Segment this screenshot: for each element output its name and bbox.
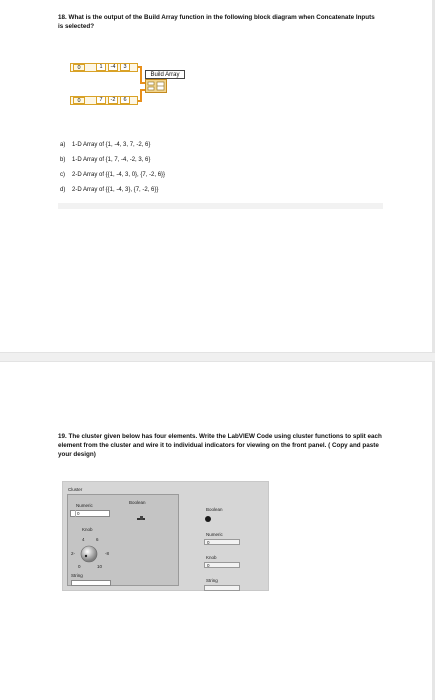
- build-array-node: [145, 79, 167, 93]
- option-b[interactable]: [60, 157, 150, 163]
- boolean-indicator-label: Boolean: [206, 507, 223, 512]
- wire: [140, 66, 142, 83]
- cluster-label: Cluster: [68, 487, 83, 492]
- question-18-text: 18. What is the output of the Build Array function in the following block diagram when Concatenate Inputs is selected?: [58, 14, 375, 30]
- array-2-index: 0: [73, 97, 85, 104]
- boolean-led-indicator: [205, 516, 211, 522]
- string-indicator-label: String: [206, 578, 218, 583]
- option-label: d): [60, 187, 66, 193]
- array-1-cell: -4: [108, 63, 118, 71]
- option-a[interactable]: [60, 142, 150, 148]
- question-19-text: 19. The cluster given below has four elements. Write the LabVIEW Code using cluster functions to split each element from the cluster and wire it to individual indicators for viewing on the front panel. ( Copy and paste your design): [58, 433, 382, 458]
- option-label: a): [60, 142, 66, 148]
- string-indicator: [204, 585, 240, 591]
- option-d[interactable]: [60, 187, 158, 193]
- option-label: b): [60, 157, 66, 163]
- array-2-cell: -2: [108, 96, 118, 104]
- numeric-value: 0: [77, 511, 80, 516]
- numeric-stepper-icon[interactable]: [72, 510, 76, 517]
- option-text: 2-D Array of {{1, -4, 3}, {7, -2, 6}}: [72, 187, 159, 193]
- knob-tick: 10: [97, 564, 103, 569]
- numeric-label: Numeric: [76, 503, 93, 508]
- knob-tick: 6: [96, 537, 99, 542]
- option-text: 1-D Array of {1, 7, -4, -2, 3, 6}: [72, 157, 151, 163]
- faint-rule: [58, 203, 383, 209]
- knob-tick: 4: [82, 537, 85, 542]
- page-divider: [0, 352, 435, 362]
- option-label: c): [60, 172, 65, 178]
- array-2-cell: 7: [96, 96, 106, 104]
- knob-label: Knob: [82, 527, 93, 532]
- string-label: String: [71, 573, 83, 578]
- knob-tick: -8: [105, 551, 110, 556]
- numeric-control[interactable]: [70, 510, 110, 517]
- knob-tick: 2-: [71, 551, 76, 556]
- numeric-indicator-value: 0: [207, 540, 210, 545]
- boolean-label: Boolean: [129, 500, 146, 505]
- array-1-cell: 1: [96, 63, 106, 71]
- option-c[interactable]: [60, 172, 165, 178]
- array-1-cell: 3: [120, 63, 130, 71]
- option-text: 2-D Array of {{1, -4, 3, 0}, {7, -2, 6}}: [72, 172, 166, 178]
- numeric-indicator-label: Numeric: [206, 532, 223, 537]
- knob-indicator: [204, 562, 240, 568]
- numeric-indicator: [204, 539, 240, 545]
- knob-indicator-label: Knob: [206, 555, 217, 560]
- knob-indicator-value: 0: [207, 563, 210, 568]
- boolean-switch[interactable]: [137, 508, 146, 513]
- knob-control[interactable]: [80, 545, 98, 563]
- array-2-cell: 6: [120, 96, 130, 104]
- knob-tick: 0: [78, 564, 81, 569]
- option-text: 1-D Array of {1, -4, 3, 7, -2, 6}: [72, 142, 151, 148]
- array-1-index: 0: [73, 64, 85, 71]
- build-array-label: Build Array: [145, 70, 185, 79]
- string-control[interactable]: [71, 580, 111, 586]
